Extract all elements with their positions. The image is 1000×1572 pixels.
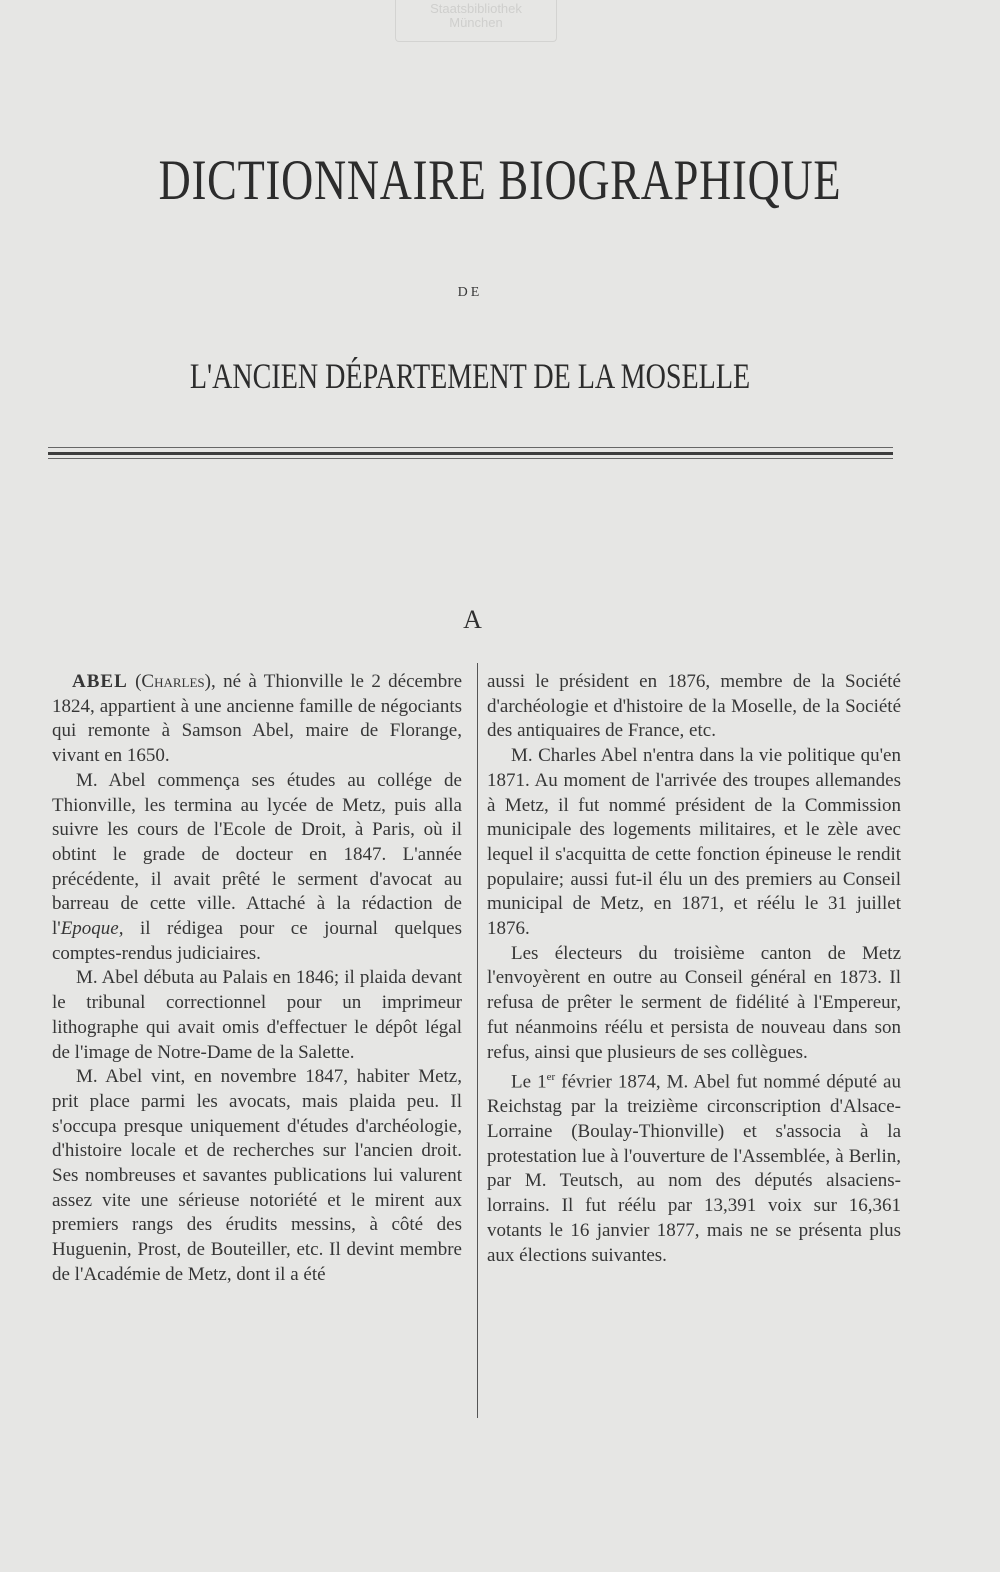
entry-paragraph-5: aussi le président en 1876, membre de la Société d'archéologie et d'histoire de la Moselle, de la Société des antiquaires de France, etc. [487, 671, 901, 742]
stamp-line-1: Staatsbibliothek [430, 1, 522, 16]
title-rule-thick [48, 452, 893, 455]
date-day: Le 1 [511, 1071, 547, 1093]
entry-paragraph-8 [487, 1065, 901, 1268]
title-rule-thin-top [48, 447, 893, 448]
entry-headword: ABEL [72, 671, 128, 692]
entry-paragraph-3: M. Abel débuta au Palais en 1846; il plaida devant le tribunal correctionnel pour un imprimeur lithographe qui avait omis d'effectuer le dépôt légal de l'image de Notre-Dame de la Salette. [52, 967, 462, 1063]
entry-paragraph-2-text: M. Abel commença ses études au collége de Thionville, les termina au lycée de Metz, puis alla suivre les cours de l'Ecole de Droit, à Paris, où il obtint le grade de docteur en 1847. L'année précédente, il avait prêté le serment d'avocat au barreau de cette ville. Attaché à la rédaction de l' [52, 769, 462, 940]
entry-paragraph-4: M. Abel vint, en novembre 1847, habiter Metz, prit place parmi les avocats, mais plaida peu. Il s'occupa presque uniquement d'études d'archéologie, d'histoire locale et de recherches sur l'ancien droit. Ses nombreuses et savantes publications lui valurent assez vite une sérieuse notoriété et le mirent aux premiers rangs des érudits messins, à côté des Huguenin, Prost, de Bouteiller, etc. Il devint membre de l'Académie de Metz, dont il a été [52, 1066, 462, 1285]
column-divider [477, 663, 478, 1418]
entry-paragraph-1: ABEL (Charles), né à Thionville le 2 décembre 1824, appartient à une ancienne famille de négociants qui remonte à Samson Abel, maire de Florange, vivant en 1650. [52, 671, 462, 767]
date-superscript: er [546, 1071, 556, 1084]
entry-paragraph-7: Les électeurs du troisième canton de Metz l'envoyèrent en outre au Conseil général en 1873. Il refusa de prêter le serment de fidélité à l'Empereur, fut néanmoins réélu et persista de nouveau dans son refus, ainsi que plusieurs de ses collègues. [487, 942, 901, 1063]
entry-paragraph-8-text: février 1874, M. Abel fut nommé député au Reichstag par la treizième circonscription d'Alsace-Lorraine (Boulay-Thionville) et s'associa à la protestation lue à l'ouverture de l'Assemblée, à Berlin, par M. Teutsch, au nom des députés alsaciens-lorrains. Il fut réélu par 13,391 voix sur 16,361 votants le 16 janvier 1877, mais ne se présenta plus aux élections suivantes. [487, 1071, 901, 1266]
section-letter: A [463, 605, 482, 634]
left-column [52, 670, 462, 1288]
entry-paragraph-6: M. Charles Abel n'entra dans la vie politique qu'en 1871. Au moment de l'arrivée des troupes allemandes à Metz, il fut nommé président de la Commission municipale des logements militaires, et le zèle avec lequel il s'acquitta de cette fonction épineuse le rendit populaire; aussi fut-il élu un des premiers au Conseil municipal de Metz, en 1871, et réélu le 31 juillet 1876. [487, 745, 901, 940]
right-column [487, 670, 901, 1268]
stamp-line-2: München [449, 15, 503, 30]
entry-paragraph-1-text: ), né à Thionville le 2 décembre 1824, appartient à une ancienne famille de négociants qui remonte à Samson Abel, maire de Florange, vivant en 1650. [52, 671, 462, 767]
page-title: DICTIONNAIRE BIOGRAPHIQUE [158, 149, 842, 212]
entry-forename: Charles [141, 671, 205, 692]
title-connector: DE [457, 285, 483, 300]
journal-title: Epoque, [60, 918, 124, 940]
library-stamp [395, 0, 557, 42]
entry-paragraph-2 [52, 769, 462, 967]
page-subtitle: L'ANCIEN DÉPARTEMENT DE LA MOSELLE [189, 356, 751, 396]
title-rule-thin-bottom [48, 458, 893, 459]
entry-paragraph-2-rest: il rédigea pour ce journal quelques comptes-rendus judiciaires. [52, 918, 462, 964]
